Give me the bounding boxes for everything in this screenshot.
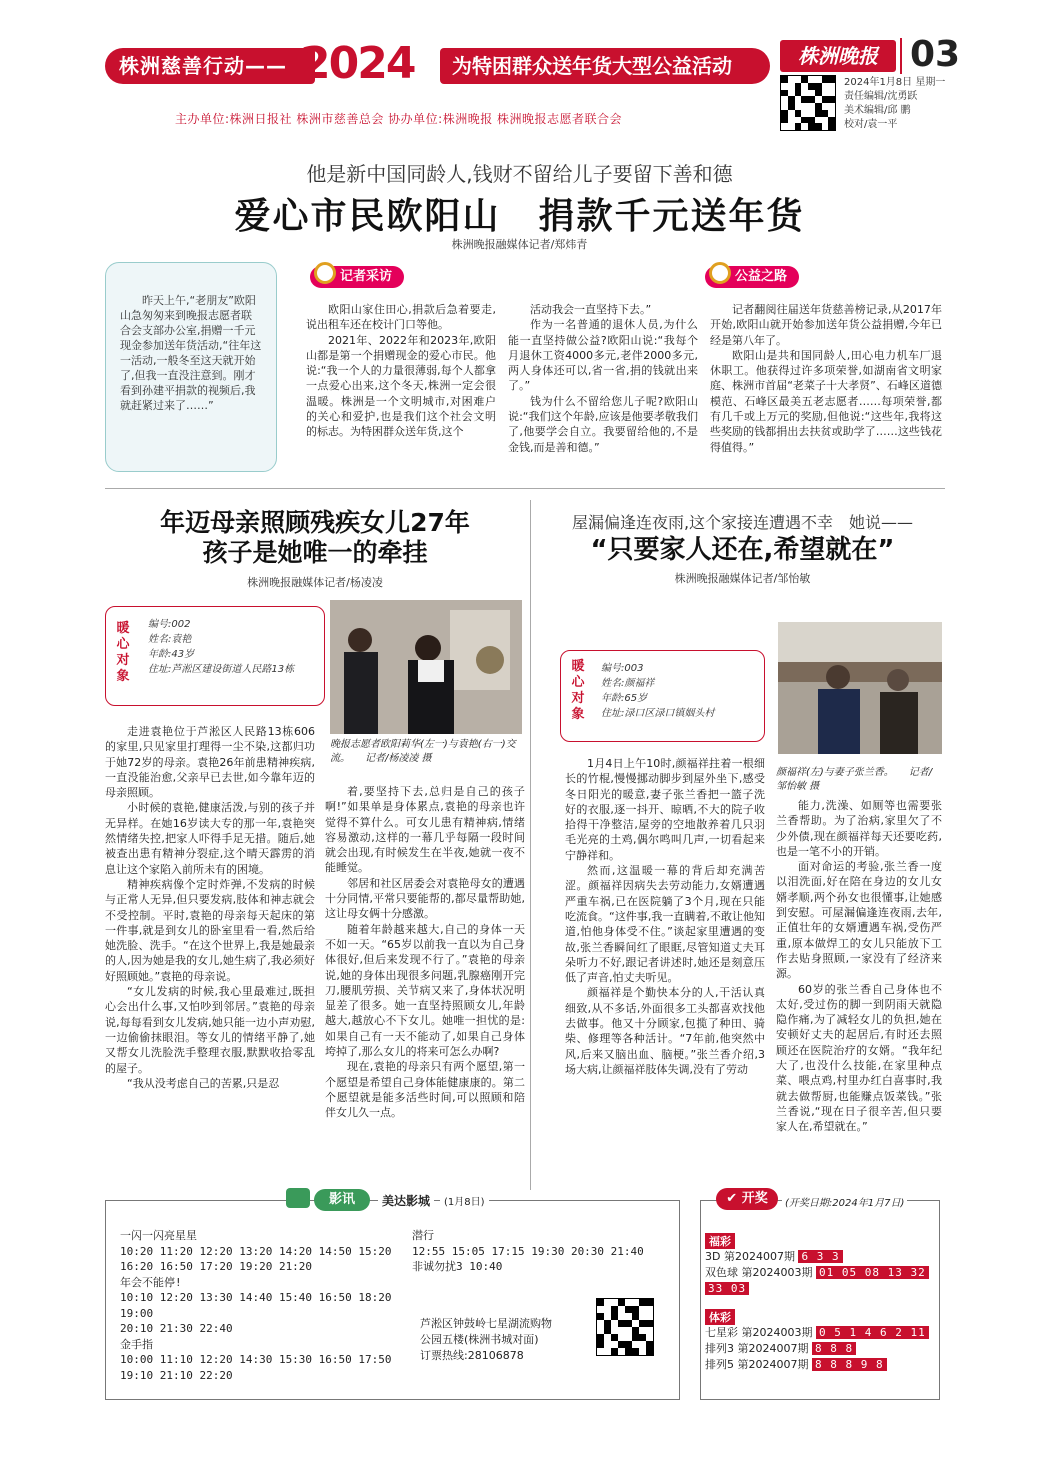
cinema-line: 一闪一闪亮星星 xyxy=(120,1229,197,1242)
lottery-row xyxy=(705,1281,937,1297)
paragraph: 能力,洗澡、如厕等也需要张兰香帮助。为了治病,家里欠了不少外债,现在颜福祥每天还要吃药,也是一笔不小的开销。 xyxy=(776,799,942,858)
pen-icon xyxy=(709,262,731,284)
story-a-byline: 株洲晚报融媒体记者/杨凌凌 xyxy=(247,576,383,589)
cinema-address xyxy=(420,1316,552,1364)
lottery-name: 七星彩 第2024003期 xyxy=(705,1326,813,1339)
story-b-title: “只要家人还在,希望就在” xyxy=(590,535,895,565)
paragraph: 随着年龄越来越大,自己的身体一天不如一天。“65岁以前我一直以为自己身体很好,但后来发现不行了。”袁艳的母亲说,她的身体出现很多问题,乳腺癌刚开完刀,腰肌劳损、关节病又来了,身体状况明显差了很多。她一直坚持照顾女儿,年龄越大,越放心不下女儿。她唯一担忧的是:如果自己有一天不能动了,如果自己身体垮掉了,那么女儿的将来可怎么办啊? xyxy=(325,922,525,1059)
qr-code-icon xyxy=(596,1298,654,1356)
lottery-row xyxy=(705,1249,937,1265)
lottery-numbers: 0 5 1 4 6 2 11 xyxy=(816,1326,929,1339)
story-b-column-1 xyxy=(565,756,765,1077)
lottery-badge xyxy=(716,1188,778,1210)
lottery-ticai-label: 体彩 xyxy=(705,1309,735,1325)
cinema-phone: 订票热线:28106878 xyxy=(420,1349,524,1362)
cinema-venue: 美达影城 xyxy=(378,1192,434,1209)
story-b-byline: 株洲晚报融媒体记者/邹怡敏 xyxy=(674,572,811,585)
paragraph: 走进袁艳位于芦淞区人民路13栋606的家里,只见家里打理得一尘不染,这都归功于她72岁的母亲。袁艳26年前患精神疾病,一直没能治愈,父亲早已去世,如今靠年迈的母亲照顾。 xyxy=(105,725,315,800)
lead-column-3 xyxy=(710,302,942,455)
qr-code-icon xyxy=(780,75,836,131)
banner-right: 为特困群众送年货大型公益活动 xyxy=(440,48,770,84)
story-a-column-1 xyxy=(105,724,315,1091)
cinema-line: 10:00 11:10 12:20 14:30 15:30 16:50 17:50 xyxy=(120,1353,392,1366)
lottery-numbers: 33 03 xyxy=(705,1282,749,1295)
meta-line: 校对/袁一平 xyxy=(844,119,898,130)
paragraph: 记者翻阅往届送年货慈善榜记录,从2017年开始,欧阳山就开始参加送年货公益捐赠,今年已经是第八年了。 xyxy=(710,303,942,347)
paragraph: 面对命运的考验,张兰香一度以泪洗面,好在陪在身边的女儿女婿孝顺,两个孙女也很懂事,让她感到安慰。可屋漏偏逢连夜雨,去年,正值壮年的女婿遭遇车祸,受伤严重,原本做焊工的女儿只能放下工作去贴身照顾,一家没有了经济来源。 xyxy=(776,860,942,981)
page-separator xyxy=(900,38,902,74)
story-a-caption: 晚报志愿者欧阳莉华(左一)与袁艳(右一)交流。 记者/杨凌凌 摄 xyxy=(330,739,516,764)
story-b-subhead: 屋漏偏逢连夜雨,这个家接连遭遇不幸 她说—— xyxy=(571,513,914,532)
story-b-photo xyxy=(778,622,942,754)
cinema-schedule-right xyxy=(412,1228,674,1275)
column-divider xyxy=(530,500,531,1190)
paragraph: 着,要坚持下去,总归是自己的孩子啊!”如果单是身体累点,袁艳的母亲也许觉得不算什么。可女儿患有精神病,情绪容易激动,这样的一幕几乎每隔一段时间就会出现,有时候发生在半夜,她就一夜不能睡觉。 xyxy=(325,785,525,875)
cinema-date: (1月8日) xyxy=(440,1193,489,1208)
film-icon xyxy=(286,1188,310,1208)
paragraph: 然而,这温暖一幕的背后却充满苦涩。颜福祥因病失去劳动能力,女婿遭遇严重车祸,已在医院躺了3个月,现在只能吃流食。“这件事,我一直瞒着,不敢让他知道,怕他身体受不住。”谈起家里遭遇的变故,张兰香瞬间红了眼眶,尽管知道丈夫耳朵听力不好,跟记者讲述时,她还是刻意压低了声音,怕丈夫听见。 xyxy=(565,864,765,985)
tag-interview xyxy=(310,266,404,288)
cinema-badge: 影讯 xyxy=(314,1189,370,1211)
cinema-line: 10:20 11:20 12:20 13:20 14:20 14:50 15:20 xyxy=(120,1244,392,1258)
lead-byline: 株洲晚报融媒体记者/郑炜青 xyxy=(451,238,588,251)
card-line: 姓名:袁艳 xyxy=(148,634,192,645)
card-body xyxy=(601,661,761,721)
cinema-line: 非诚勿扰3 10:40 xyxy=(412,1260,503,1273)
paragraph: 颜福祥是个勤快本分的人,干活认真细致,从不多话,外面很多工头都喜欢找他去做事。他又十分顾家,包揽了种田、骑柴、修理等各种活计。“7年前,他突然中风,后来又脑出血、脑梗。”张兰香介绍,3场大病,让颜福祥肢体失调,没有了劳动 xyxy=(565,986,765,1076)
card-body xyxy=(148,617,318,677)
story-b-caption: 颜福祥(左)与妻子张兰香。 记者/邹怡敏 摄 xyxy=(776,767,933,792)
story-a-title-2: 孩子是她唯一的牵挂 xyxy=(202,538,428,567)
lottery-name: 排列5 第2024007期 xyxy=(705,1358,809,1371)
address-line: 芦淞区钟鼓岭七星湖流购物 xyxy=(420,1317,552,1330)
paragraph: 活动我会一直坚持下去。” xyxy=(530,303,652,316)
section-divider xyxy=(105,488,945,489)
paragraph: 欧阳山是共和国同龄人,田心电力机车厂退休职工。他获得过许多项荣誉,如湖南省文明家庭、株洲市首届“老菜子十大孝贤”、石峰区道德模范、石峰区最美五老志愿者……每项荣誉,都有几千或上万元的奖励,但他说:“这些年,我将这些奖励的钱都捐出去扶贫或助学了……这些钱花得值得。” xyxy=(710,348,942,454)
people-photo-icon xyxy=(778,622,942,754)
cinema-schedule-left xyxy=(120,1228,410,1383)
check-icon: ✔ xyxy=(726,1191,738,1206)
lead-subhead: 他是新中国同龄人,钱财不留给儿子要留下善和德 xyxy=(306,162,733,186)
card-line: 年龄:43岁 xyxy=(148,649,195,660)
lottery-ticai xyxy=(705,1306,937,1373)
lead-column-2 xyxy=(508,302,698,455)
tag-charity xyxy=(705,266,799,288)
cinema-line: 潜行 xyxy=(412,1229,434,1242)
lottery-numbers: 6 3 3 xyxy=(798,1250,842,1263)
tag-interview-label: 记者采访 xyxy=(340,269,393,284)
banner-left: 株洲慈善行动—— xyxy=(105,48,315,84)
paragraph: 欧阳山家住田心,捐款后急着要走,说出租车还在校计门口等他。 xyxy=(306,303,496,332)
paragraph: 作为一名普通的退休人员,为什么能一直坚持做公益?欧阳山说:“我每个月退休工资4000多元,老伴2000多元,两人身体还可以,省一省,捐的钱就出来了。” xyxy=(508,318,698,393)
cinema-line: 10:10 12:20 13:30 14:40 15:40 16:50 18:20 19:00 xyxy=(120,1291,392,1320)
cinema-line: 金手指 xyxy=(120,1337,153,1351)
card-line: 住址:芦淞区建设街道人民路13栋 xyxy=(148,664,295,675)
paragraph: 1月4日上午10时,颜福祥拄着一根细长的竹棍,慢慢挪动脚步到屋外坐下,感受冬日阳光的暖意,妻子张兰香把一篮子洗好的衣服,逐一抖开、晾晒,不大的院子收拾得干净整洁,屋旁的空地散养着几只羽毛光亮的土鸡,偶尔鸣叫几声,一切看起来宁静祥和。 xyxy=(565,757,765,862)
cinema-line: 16:20 16:50 17:20 19:20 21:20 xyxy=(120,1260,313,1273)
cinema-line: 年会不能停! xyxy=(120,1275,182,1289)
lottery-row xyxy=(705,1325,937,1341)
card-line: 年龄:65岁 xyxy=(601,693,648,704)
card-label: 暖心对象 xyxy=(116,621,130,684)
lottery-row xyxy=(705,1357,937,1373)
meta-line: 2024年1月8日 星期一 xyxy=(844,77,946,88)
lead-headline: 爱心市民欧阳山 捐款千元送年货 xyxy=(234,196,805,237)
lead-quote-box: 昨天上午,“老朋友”欧阳山急匆匆来到晚报志愿者联合会支部办公室,捐赠一千元现金参加送年货活动,“往年这一活动,一般冬至这天就开始了,但我一直没注意到。刚才看到孙建平捐款的视频后,我就赶紧过来了……” xyxy=(105,262,277,472)
card-line: 编号:003 xyxy=(601,663,644,674)
address-line: 公园五楼(株洲书城对面) xyxy=(420,1333,539,1346)
paragraph: “女儿发病的时候,我心里最难过,既担心会出什么事,又怕吵到邻居。”袁艳的母亲说,每每看到女儿发病,她只能一边小声劝慰,一边偷偷抹眼泪。等女儿的情绪平静了,她又帮女儿洗脸洗手整理衣服,默默收拾零乱的屋子。 xyxy=(105,985,315,1075)
meta-line: 美术编辑/邱 鹏 xyxy=(844,105,911,116)
paragraph: 钱为什么不留给您儿子呢?欧阳山说:“我们这个年龄,应该是他要孝敬我们了,他要学会自立。我要留给他的,不是金钱,而是善和德。” xyxy=(508,394,698,454)
lead-column-1 xyxy=(306,302,496,440)
lottery-row xyxy=(705,1265,937,1281)
lottery-date: (开奖日期:2024年1月7日) xyxy=(782,1194,907,1209)
story-a-column-2 xyxy=(325,784,525,1121)
cinema-line: 20:10 21:30 22:40 xyxy=(120,1322,233,1335)
pen-icon xyxy=(314,262,336,284)
paragraph: 邻居和社区居委会对袁艳母女的遭遇十分同情,平常只要能帮的,都尽量帮助她,这让母女俩十分感激。 xyxy=(325,876,525,921)
lottery-numbers: 8 8 8 xyxy=(812,1342,856,1355)
story-a-photo xyxy=(330,600,522,734)
story-b-column-2 xyxy=(776,798,942,1135)
people-photo-icon xyxy=(330,600,522,734)
paragraph: 现在,袁艳的母亲只有两个愿望,第一个愿望是希望自己身体能健康康的。第二个愿望就是能多活些时间,可以照顾和陪伴女儿久一点。 xyxy=(325,1060,525,1120)
cinema-line: 12:55 15:05 17:15 19:30 20:30 21:40 xyxy=(412,1244,644,1258)
sponsors-line: 主办单位:株洲日报社 株洲市慈善总会 协办单位:株洲晚报 株洲晚报志愿者联合会 xyxy=(175,112,623,126)
page-meta xyxy=(844,76,945,132)
paragraph: 小时候的袁艳,健康活泼,与别的孩子并无异样。在她16岁读大专的那一年,袁艳突然情绪失控,把家人吓得手足无措。随后,她被查出患有精神分裂症,这个晴天霹雳的消息让这个家陷入前所未有的困境。 xyxy=(105,801,315,876)
lottery-name: 双色球 第2024003期 xyxy=(705,1266,813,1279)
paragraph: 60岁的张兰香自己身体也不太好,受过伤的脚一到阴雨天就隐隐作痛,为了减轻女儿的负担,她在安顿好丈夫的起居后,有时还去照顾还在医院治疗的女婿。“我年纪大了,也没什么技能,在家里种点菜、喂点鸡,村里办红白喜事时,我就去做帮厨,也能赚点饭菜钱。”张兰香说,“现在日子很辛苦,但只要家人在,希望就在。” xyxy=(776,982,942,1134)
card-label: 暖心对象 xyxy=(571,659,585,722)
card-line: 姓名:颜福祥 xyxy=(601,678,655,689)
story-b-card xyxy=(560,650,765,742)
paragraph: 2021年、2022年和2023年,欧阳山都是第一个捐赠现金的爱心市民。他说:“我一个人的力量很薄弱,每个人都拿一点爱心出来,这个冬天,株洲一定会很温暖。株洲是一个文明城市,对困难户的关心和爱护,也是我们这个社会文明的标志。为特困群众送年货,这个 xyxy=(306,333,496,439)
card-line: 编号:002 xyxy=(148,619,191,630)
lottery-numbers: 8 8 8 9 8 xyxy=(812,1358,887,1371)
page-number: 03 xyxy=(910,34,961,75)
banner-year: 2024 xyxy=(300,38,415,89)
paper-logo: 株洲晚报 xyxy=(780,40,896,72)
tag-charity-label: 公益之路 xyxy=(735,269,788,284)
paragraph: 精神疾病像个定时炸弹,不发病的时候与正常人无异,但只要发病,肢体和神志就会不受控制。平时,袁艳的母亲每天起床的第一件事,就是到女儿的卧室里看一看,然后给她洗脸、洗手。“在这个世界上,我是她最亲的人,因为她是我的女儿,她生病了,我必须好好照顾她。”袁艳的母亲说。 xyxy=(105,877,315,983)
cinema-line: 19:10 21:10 22:20 xyxy=(120,1368,233,1382)
card-line: 住址:渌口区渌口镇姻头村 xyxy=(601,708,715,719)
meta-line: 责任编辑/沈勇跃 xyxy=(844,91,918,102)
story-a-title-1: 年迈母亲照顾残疾女儿27年 xyxy=(160,508,470,537)
lottery-row xyxy=(705,1341,937,1357)
lottery-name: 排列3 第2024007期 xyxy=(705,1342,809,1355)
lottery-fucai xyxy=(705,1230,937,1297)
story-a-card xyxy=(105,606,325,706)
lottery-name: 3D 第2024007期 xyxy=(705,1250,795,1263)
paragraph: “我从没考虑自己的苦累,只是忍 xyxy=(127,1076,280,1090)
lottery-badge-label: 开奖 xyxy=(741,1191,768,1206)
lottery-fucai-label: 福彩 xyxy=(705,1233,735,1249)
lottery-numbers: 01 05 08 13 32 xyxy=(816,1266,929,1279)
